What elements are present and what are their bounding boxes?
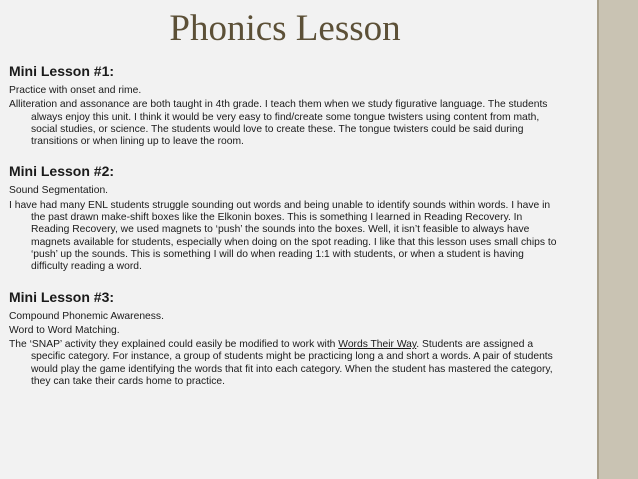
section-3-paragraph-2: Word to Word Matching. [9, 324, 120, 336]
decorative-side-bar [599, 0, 638, 479]
paragraph-text-before-link: The ‘SNAP’ activity they explained could easily be modified to work with [9, 339, 339, 351]
section-1-paragraph-2: Alliteration and assonance are both taught in 4th grade. I teach them when we study figurative language. The students always enjoy this unit. I think it would be very easy to find/create some tongue twisters using content from math, social studies, or science. The students would love to create these. The tongue twisters could be said during transitions or when lining up to leave the room. [9, 99, 548, 148]
section-heading-2: Mini Lesson #2: [9, 163, 115, 180]
words-their-way-link[interactable]: Words Their Way [338, 339, 417, 351]
section-2-paragraph-2: I have had many ENL students struggle sounding out words and being unable to identify sounds within words. I have in the past drawn make-shift boxes like the Elkonin boxes. This is something I learned in Reading Recovery. In Reading Recovery, we used magnets to ‘push’ the sounds into the boxes. Well, it isn’t feasible to always have magnets available for students, especially when doing on the spot reading. I like that this lesson uses small chips to ‘push’ up the sounds. This is something I will do when reading 1:1 with students, or when a student is having difficulty reading a word. [9, 199, 557, 273]
paragraph-text-after-link: . Students are assigned a specific category. For instance, a group of students might be practicing long a and short a words. A pair of students would play the game identifying the words that fit into each category. When the student has mastered the category, they can take their cards home to practice. [31, 339, 553, 388]
section-heading-3: Mini Lesson #3: [9, 288, 115, 305]
section-3-paragraph-3 [9, 339, 557, 388]
section-1-paragraph-1: Practice with onset and rime. [9, 85, 142, 96]
section-3-paragraph-1: Compound Phonemic Awareness. [9, 310, 164, 322]
slide-title: Phonics Lesson [169, 8, 401, 49]
slide-body [9, 62, 557, 388]
section-heading-1: Mini Lesson #1: [9, 63, 115, 79]
section-2-paragraph-1: Sound Segmentation. [9, 185, 109, 197]
